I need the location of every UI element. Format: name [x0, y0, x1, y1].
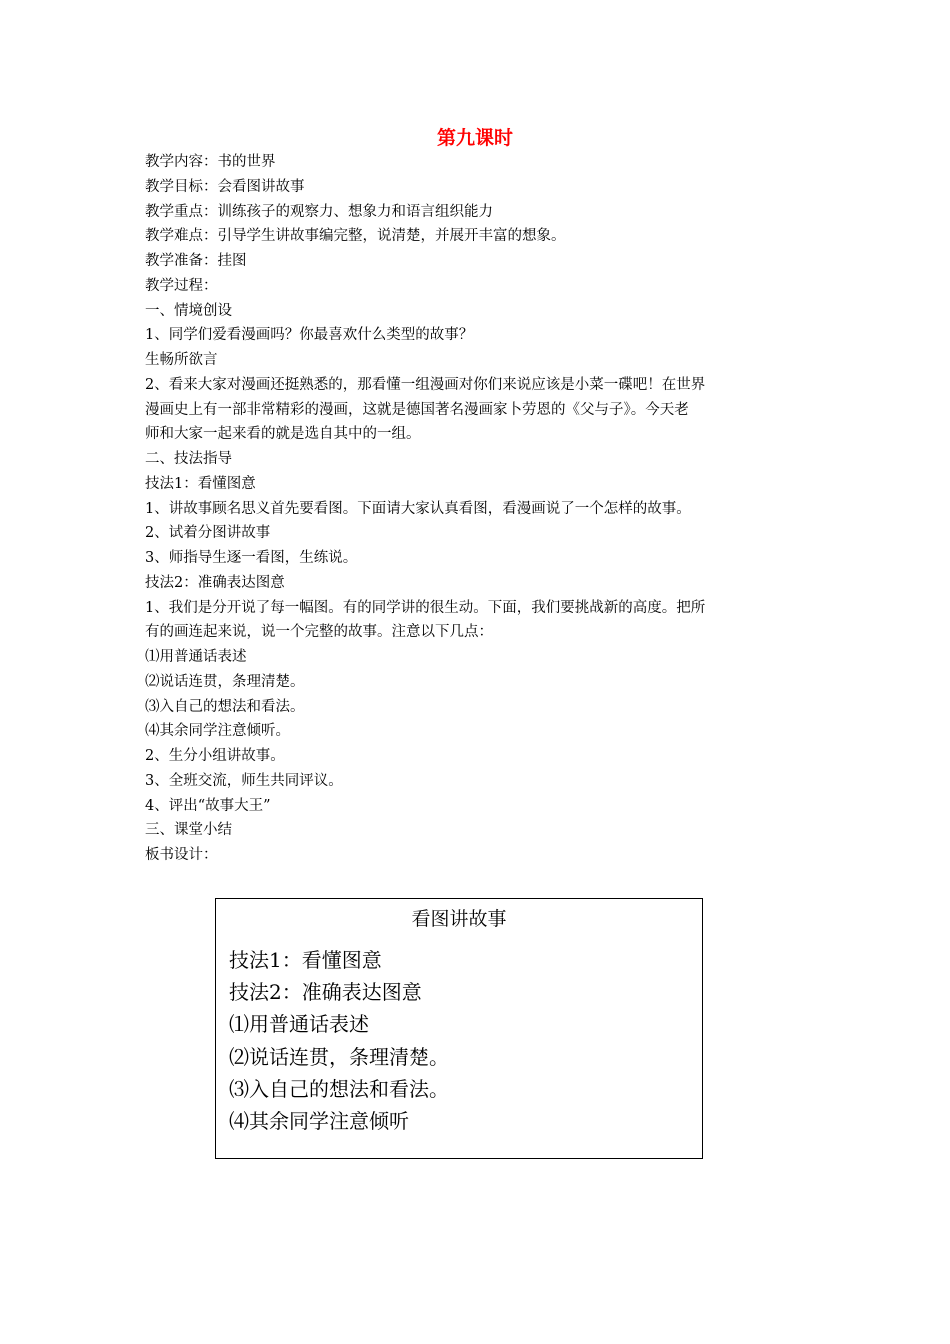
section-heading: 一、情境创设 — [145, 302, 232, 319]
text-line: 教学过程： — [145, 277, 218, 294]
text-line: 4、评出“故事大王” — [145, 797, 271, 814]
board-line: 技法2：准确表达图意 — [229, 980, 422, 1005]
text-line: 技法2：准确表达图意 — [145, 574, 285, 591]
text-line: 教学内容：书的世界 — [145, 154, 276, 170]
text-line: 3、全班交流，师生共同评议。 — [145, 772, 343, 789]
text-line: 2、生分小组讲故事。 — [145, 748, 285, 764]
board-line: ⑴用普通话表述 — [229, 1012, 369, 1037]
text-line: 教学难点：引导学生讲故事编完整，说清楚，并展开丰富的想象。 — [145, 228, 566, 245]
text-line: 3、师指导生逐一看图，生练说。 — [145, 550, 358, 566]
lesson-body — [145, 150, 805, 868]
board-line: 技法1：看懂图意 — [229, 948, 382, 972]
text-line: 教学重点：训练孩子的观察力、想象力和语言组织能力 — [145, 203, 493, 220]
text-line: 板书设计： — [145, 847, 218, 863]
text-line: 1、同学们爱看漫画吗？你最喜欢什么类型的故事？ — [145, 327, 474, 344]
board-line: ⑵说话连贯，条理清楚。 — [229, 1044, 449, 1069]
text-line: 有的画连起来说，说一个完整的故事。注意以下几点： — [145, 624, 493, 641]
text-line: 1、讲故事顾名思义首先要看图。下面请大家认真看图，看漫画说了一个怎样的故事。 — [145, 500, 691, 517]
text-line: ⑵说话连贯，条理清楚。 — [145, 673, 305, 690]
section-heading: 二、技法指导 — [145, 451, 232, 467]
text-line: ⑶入自己的想法和看法。 — [145, 698, 305, 715]
board-line: ⑶入自己的想法和看法。 — [229, 1076, 449, 1101]
text-line: 2、看来大家对漫画还挺熟悉的，那看懂一组漫画对你们来说应该是小菜一碟吧！在世界 — [145, 376, 706, 393]
board-title: 看图讲故事 — [411, 908, 507, 930]
text-line: 教学准备：挂图 — [145, 253, 247, 269]
page-title: 第九课时 — [436, 127, 513, 149]
text-line: 1、我们是分开说了每一幅图。有的同学讲的很生动。下面，我们要挑战新的高度。把所 — [145, 599, 706, 616]
board-line: ⑷其余同学注意倾听 — [229, 1108, 409, 1133]
text-line: 漫画史上有一部非常精彩的漫画，这就是德国著名漫画家卜劳恩的《父与子》。今天老 — [145, 401, 689, 418]
board-lines — [229, 944, 449, 1137]
text-line: ⑴用普通话表述 — [145, 649, 247, 665]
blackboard-design-box — [215, 898, 703, 1159]
text-line: ⑷其余同学注意倾听。 — [145, 723, 290, 740]
text-line: 教学目标：会看图讲故事 — [145, 178, 305, 195]
text-line: 师和大家一起来看的就是选自其中的一组。 — [145, 426, 421, 443]
text-line: 2、试着分图讲故事 — [145, 525, 271, 542]
text-line: 技法1：看懂图意 — [145, 475, 256, 492]
section-heading: 三、课堂小结 — [145, 822, 232, 839]
text-line: 生畅所欲言 — [145, 352, 218, 368]
